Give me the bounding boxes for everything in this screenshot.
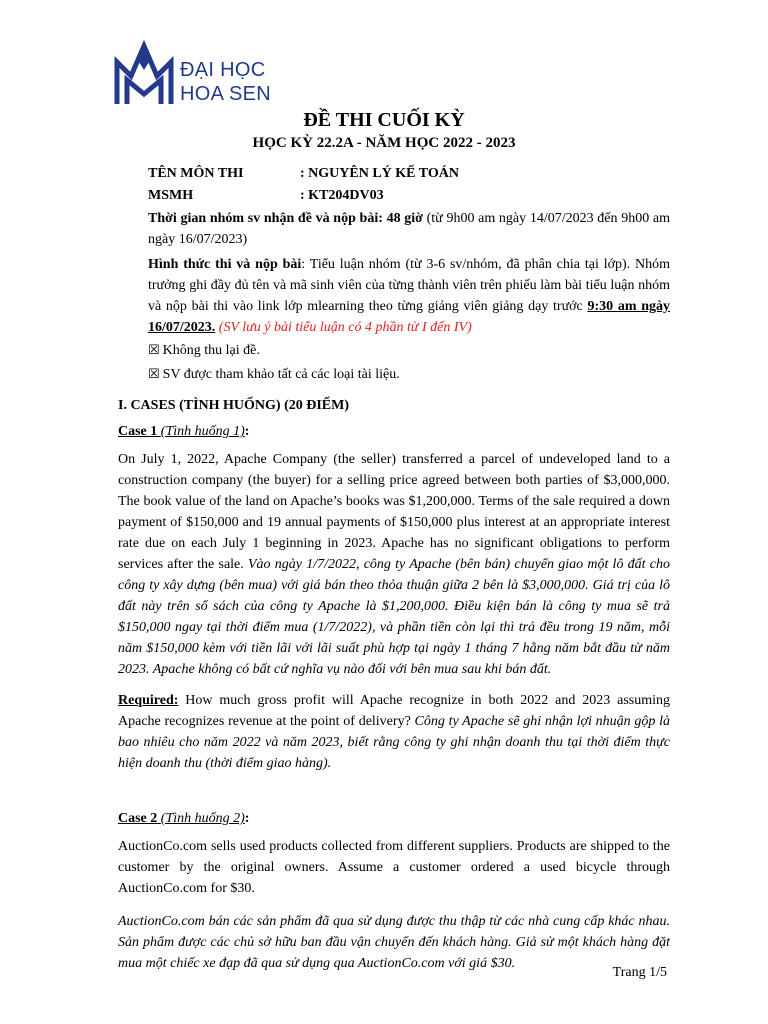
checked-box-icon: ☒ <box>148 367 160 382</box>
page-subtitle: HỌC KỲ 22.2A - NĂM HỌC 2022 - 2023 <box>252 135 516 151</box>
case-1-label: Case 1 (Tình huống 1) <box>118 424 245 439</box>
required-vietnamese: Công ty Apache sẽ ghi nhận lợi nhuận gộp là bao nhiêu cho năm 2022 và năm 2023, biết rằng công ty ghi nhận doanh thu tại thời điểm thực hiện doanh thu (thời điểm giao hàng). <box>118 714 670 771</box>
logo-line-2: HOA SEN <box>180 83 272 105</box>
time-paragraph <box>148 208 670 250</box>
time-value: (từ 9h00 am ngày 14/07/2023 đến 9h00 am ngày 16/07/2023) <box>148 211 670 247</box>
deadline: 9:30 am ngày 16/07/2023. <box>148 299 670 335</box>
checked-box-icon: ☒ <box>148 343 160 358</box>
form-label: Hình thức thi và nộp bài <box>148 257 302 272</box>
case-2-english: AuctionCo.com sells used products collected from different suppliers. Products are shipped to the customer by the original owners. Assume a customer ordered a used bicycle through AuctionCo.com for $30. <box>118 839 670 896</box>
case-1-paragraph <box>118 449 670 680</box>
university-logo <box>113 40 283 110</box>
case-1-vietnamese: Vào ngày 1/7/2022, công ty Apache (bên bán) chuyển giao một lô đất cho công ty xây dựng (bên mua) với giá bán theo thỏa thuận giữa 2 bên là $3,000,000. Giá trị của lô đất này trên sổ sách của công ty Apache là $1,200,000. Điều kiện bán là công ty mua sẽ trả $150,000 ngay tại thời điểm mua (1/7/2022), và phần tiền còn lại thì trả đều trong 19 năm, mỗi năm $150,000 kèm với tiền lãi với lãi suất phù hợp tại ngày 1 tháng 7 hằng năm bắt đầu từ năm 2023. Apache không có bất cứ nghĩa vụ nào đối với bên mua sau khi bán đất. <box>118 557 670 677</box>
hoa-sen-lotus-icon <box>113 40 175 106</box>
logo-line-1: ĐẠI HỌC <box>180 59 266 81</box>
case-1-english: On July 1, 2022, Apache Company (the seller) transferred a parcel of undeveloped land to a construction company (the buyer) for a selling price agreed between both parties of $3,000,000. The book value of the land on Apache’s books was $1,200,000. Terms of the sale required a down payment of $150,000 and 19 annual payments of $150,000 plus interest at an appropriate interest rate due on each July 1 beginning in 2023. Apache has no significant obligations to perform services after the sale. <box>118 452 670 572</box>
case-1-required <box>118 690 670 774</box>
case-1-heading: Case 1 (Tình huống 1): <box>118 424 250 439</box>
form-paragraph <box>148 254 670 338</box>
case-2-label: Case 2 (Tình huống 2) <box>118 811 245 826</box>
spacer <box>118 774 670 804</box>
code-row <box>148 185 670 207</box>
time-label: Thời gian nhóm sv nhận đề và nộp bài: 48 giờ <box>148 211 423 226</box>
required-label: Required: <box>118 693 179 708</box>
check-item-1-text: Không thu lại đề. <box>162 343 260 358</box>
check-item-1 <box>148 340 670 362</box>
exam-info <box>148 163 670 386</box>
case-2-heading: Case 2 (Tình huống 2): <box>118 811 250 826</box>
main-content <box>118 395 670 974</box>
subject-row <box>148 163 670 185</box>
form-value: : Tiểu luận nhóm (từ 3-6 sv/nhóm, đã phân chia tại lớp). Nhóm trưởng ghi đầy đủ tên và mã sinh viên của từng thành viên trên phiếu làm bài tiểu luận nhóm và nộp bài thi vào link lớp mlearning theo từng giảng viên giảng dạy trước <box>148 257 670 314</box>
page-title: ĐỀ THI CUỐI KỲ <box>303 109 465 131</box>
check-item-2 <box>148 364 670 386</box>
code-label: MSMH <box>148 188 194 203</box>
case-2-vietnamese: AuctionCo.com bán các sản phẩm đã qua sử dụng được thu thập từ các nhà cung cấp khác nhau. Sản phẩm được các chủ sở hữu ban đầu vận chuyển đến khách hàng. Giả sử một khách hàng đặt mua một chiếc xe đạp đã qua sử dụng qua AuctionCo.com với giá $30. <box>118 914 670 971</box>
required-english: How much gross profit will Apache recognize in both 2022 and 2023 assuming Apache recognizes revenue at the point of delivery? <box>118 693 670 729</box>
section-1-heading: I. CASES (TÌNH HUỐNG) (20 ĐIỂM) <box>118 398 350 413</box>
check-item-2-text: SV được tham khảo tất cả các loại tài liệu. <box>162 367 400 382</box>
page-number: Trang 1/5 <box>612 965 667 980</box>
logo-text <box>180 58 271 106</box>
code-value: : KT204DV03 <box>300 188 384 203</box>
red-note: (SV lưu ý bài tiểu luận có 4 phần từ I đến IV) <box>215 320 472 335</box>
subject-value: : NGUYÊN LÝ KẾ TOÁN <box>300 166 459 181</box>
subject-label: TÊN MÔN THI <box>148 166 244 181</box>
